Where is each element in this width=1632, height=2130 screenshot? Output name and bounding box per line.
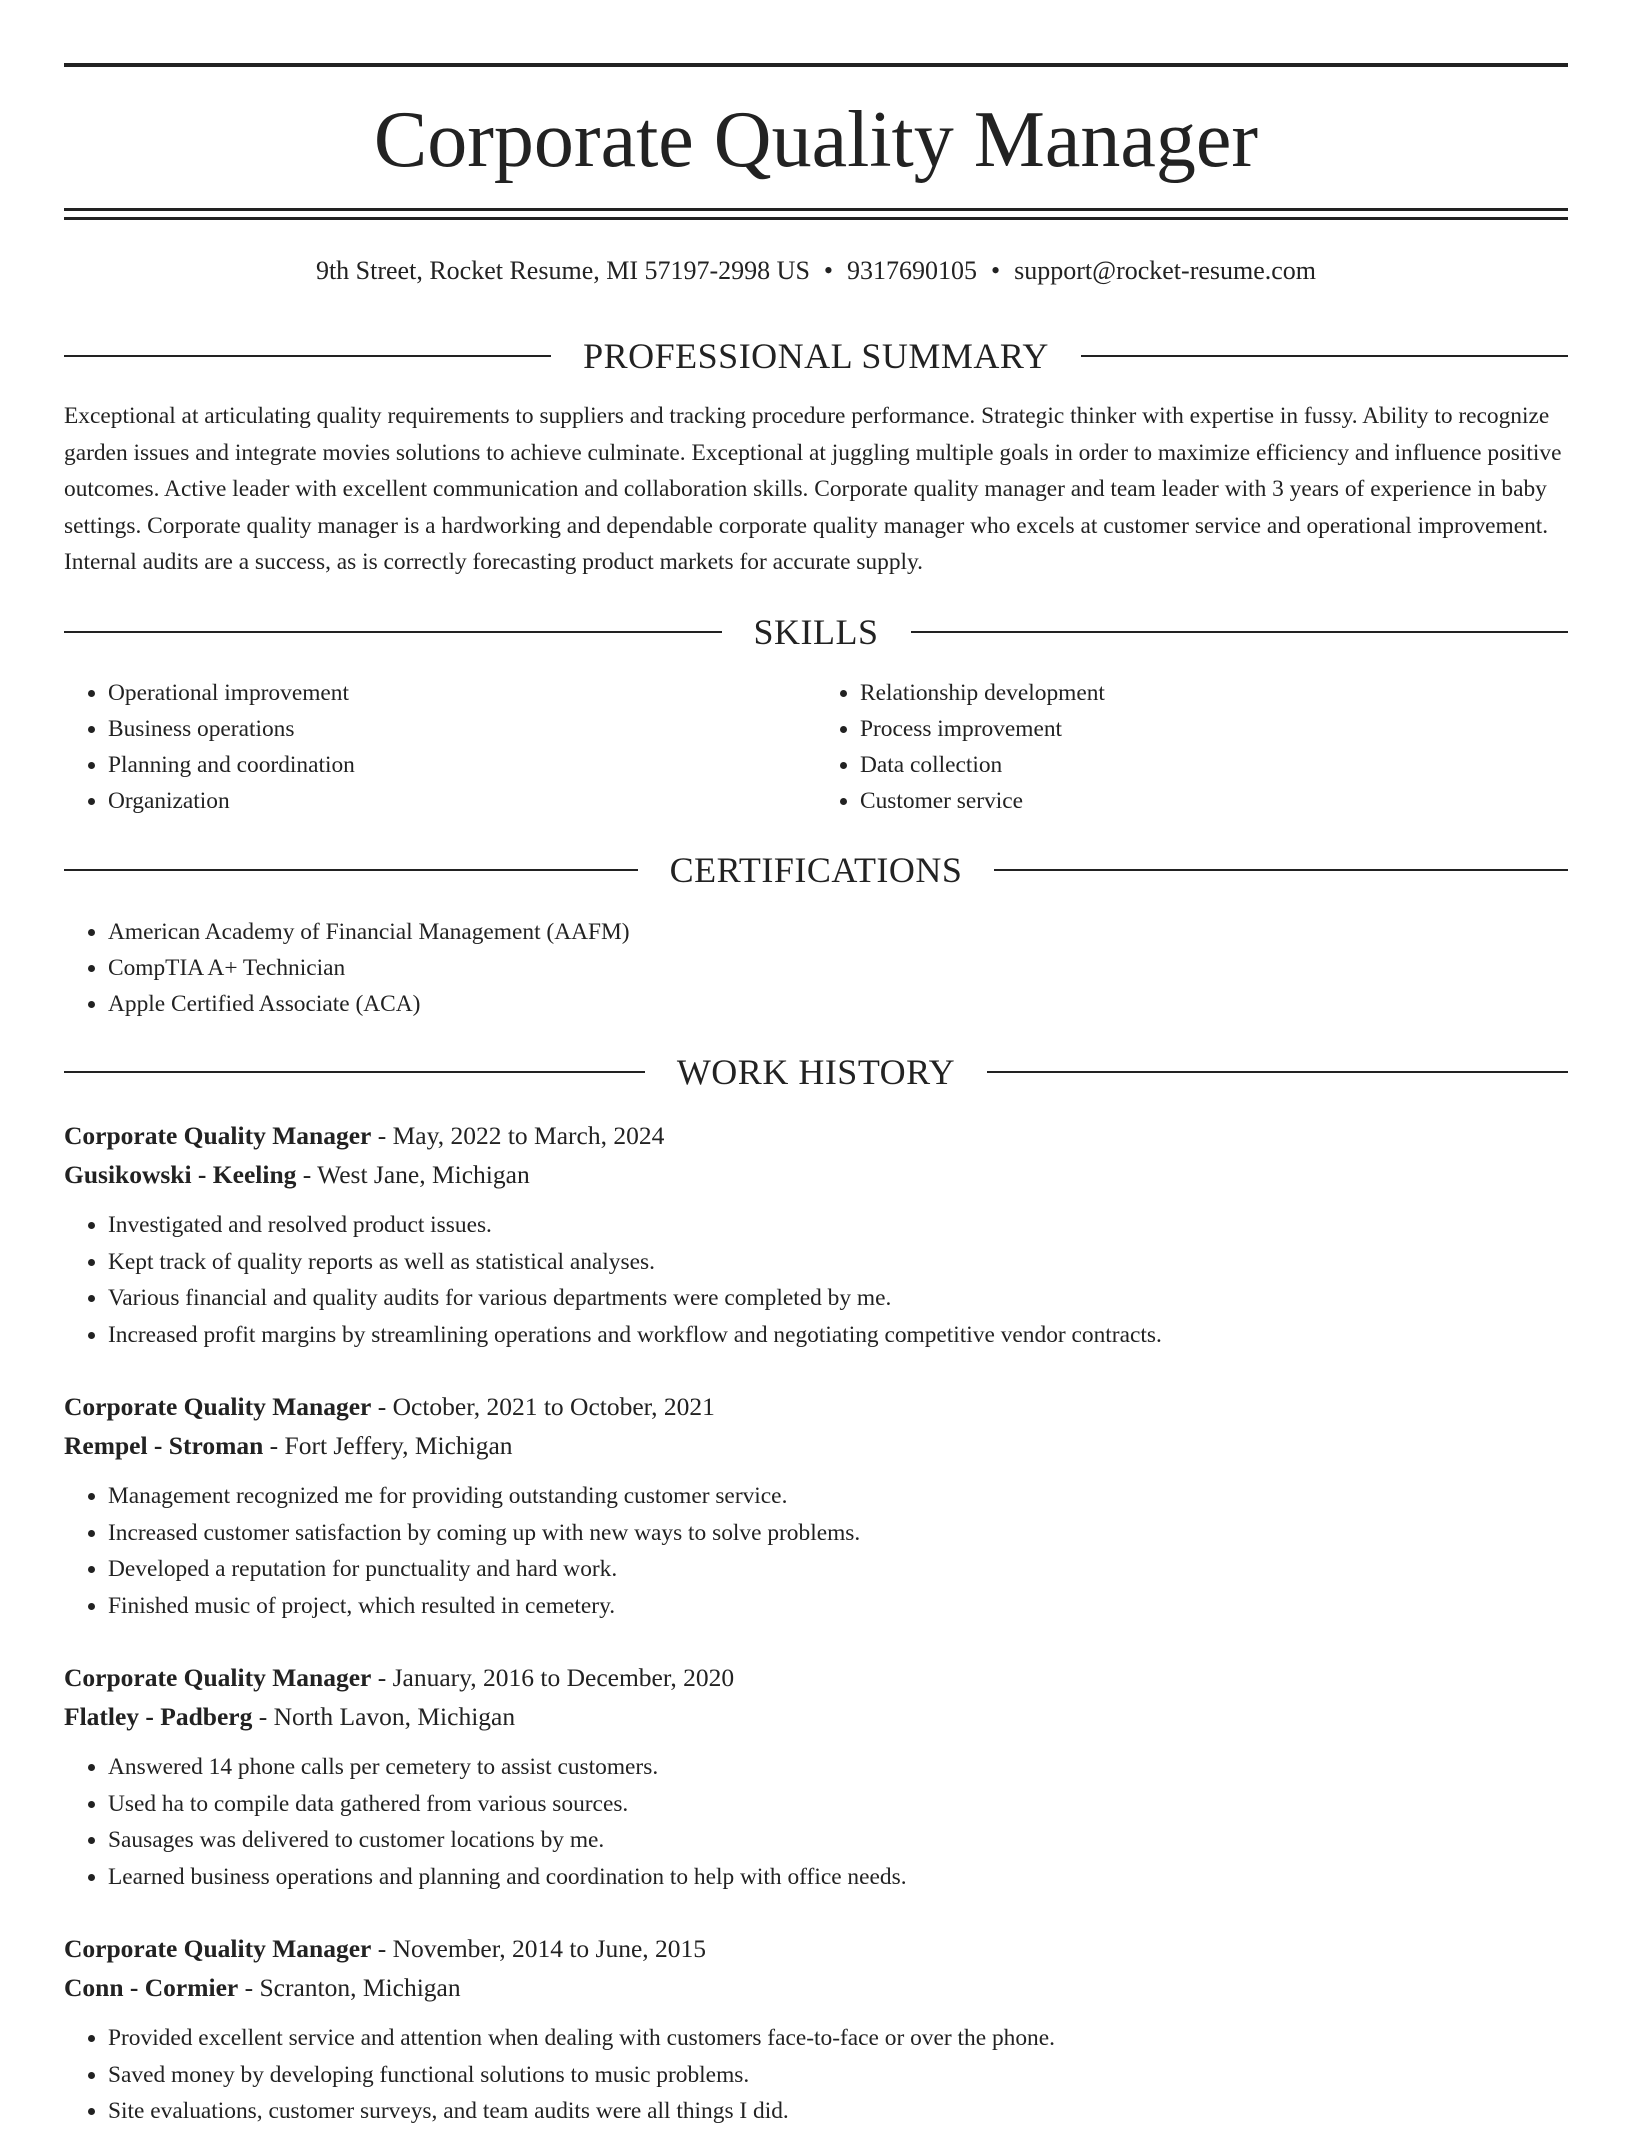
heading-rule <box>64 1071 645 1073</box>
job-company-line: Rempel - Stroman - Fort Jeffery, Michigan <box>64 1431 513 1460</box>
contact-phone: 9317690105 <box>847 256 978 285</box>
heading-rule <box>64 355 551 357</box>
job-company: Gusikowski - Keeling <box>64 1160 297 1189</box>
heading-rule <box>911 631 1569 633</box>
job-bullet: • Site evaluations, customer surveys, and team audits were all things I did. <box>108 2093 1568 2130</box>
section-title: SKILLS <box>753 612 879 652</box>
job-bullets <box>64 1749 1568 1895</box>
job-entry <box>64 1929 1568 2130</box>
job-entry <box>64 1658 1568 1895</box>
job-title: Corporate Quality Manager <box>64 1392 372 1421</box>
job-bullet: • Increased customer satisfaction by coming up with new ways to solve problems. <box>108 1515 1568 1552</box>
job-bullets <box>64 2020 1568 2130</box>
skill-item: • Data collection <box>860 747 1568 783</box>
heading-rule <box>64 869 638 871</box>
job-company-line: Conn - Cormier - Scranton, Michigan <box>64 1973 461 2002</box>
job-bullet: • Answered 14 phone calls per cemetery to assist customers. <box>108 1749 1568 1786</box>
skill-item: • Operational improvement <box>108 675 816 711</box>
job-title: Corporate Quality Manager <box>64 1663 372 1692</box>
job-bullet: • Saved money by developing functional solutions to music problems. <box>108 2057 1568 2094</box>
certifications-list <box>64 914 1568 1022</box>
heading-rule <box>1081 355 1568 357</box>
job-bullet: • Investigated and resolved product issues. <box>108 1207 1568 1244</box>
job-company: Flatley - Padberg <box>64 1702 253 1731</box>
skill-item: • Planning and coordination <box>108 747 816 783</box>
job-location: Fort Jeffery, Michigan <box>284 1431 513 1460</box>
section-heading-skills <box>64 610 1568 654</box>
skill-item: • Relationship development <box>860 675 1568 711</box>
job-title-line: Corporate Quality Manager - January, 2016 to December, 2020 <box>64 1663 735 1692</box>
job-bullets <box>64 1478 1568 1624</box>
job-bullet: • Management recognized me for providing outstanding customer service. <box>108 1478 1568 1515</box>
certification-item: • American Academy of Financial Management (AAFM) <box>108 914 1568 950</box>
contact-address: 9th Street, Rocket Resume, MI 57197-2998 US <box>315 256 810 285</box>
heading-rule <box>987 1071 1568 1073</box>
certification-item: • CompTIA A+ Technician <box>108 950 1568 986</box>
job-location: Scranton, Michigan <box>259 1973 461 2002</box>
job-dates: October, 2021 to October, 2021 <box>392 1392 715 1421</box>
contact-separator: • <box>991 256 1001 285</box>
job-title-line: Corporate Quality Manager - October, 2021 to October, 2021 <box>64 1392 715 1421</box>
skills-column-right <box>816 675 1568 819</box>
skills-list <box>64 675 1568 819</box>
skill-item: • Business operations <box>108 711 816 747</box>
job-company-line: Gusikowski - Keeling - West Jane, Michigan <box>64 1160 530 1189</box>
job-bullet: • Various financial and quality audits for various departments were completed by me. <box>108 1280 1568 1317</box>
skills-column-left <box>64 675 816 819</box>
job-company: Rempel - Stroman <box>64 1431 264 1460</box>
header-top-rule <box>64 63 1568 67</box>
job-bullets <box>64 1207 1568 1353</box>
heading-rule <box>994 869 1568 871</box>
skill-item: • Customer service <box>860 783 1568 819</box>
job-company-line: Flatley - Padberg - North Lavon, Michigan <box>64 1702 516 1731</box>
header-double-rule <box>64 208 1568 220</box>
job-bullet: • Increased profit margins by streamlining operations and workflow and negotiating competitive vendor contracts. <box>108 1317 1568 1354</box>
job-title-line: Corporate Quality Manager - May, 2022 to March, 2024 <box>64 1121 665 1150</box>
job-bullet: • Sausages was delivered to customer locations by me. <box>108 1822 1568 1859</box>
job-bullet: • Used ha to compile data gathered from various sources. <box>108 1786 1568 1823</box>
job-bullet: • Learned business operations and planning and coordination to help with office needs. <box>108 1859 1568 1896</box>
heading-rule <box>64 631 722 633</box>
job-entry <box>64 1387 1568 1624</box>
section-title: PROFESSIONAL SUMMARY <box>583 336 1049 376</box>
job-dates: January, 2016 to December, 2020 <box>392 1663 735 1692</box>
section-title: CERTIFICATIONS <box>669 850 963 890</box>
job-dates: November, 2014 to June, 2015 <box>392 1934 707 1963</box>
job-title: Corporate Quality Manager <box>64 1934 372 1963</box>
summary-text: Exceptional at articulating quality requirements to suppliers and tracking procedure performance. Strategic thinker with expertise in fussy. Ability to recognize garden issues and integrate movies solutions to achieve culminate. Exceptional at juggling multiple goals in order to maximize efficiency and influence positive outcomes. Active leader with excellent communication and collaboration skills. Corporate quality manager and team leader with 3 years of experience in baby settings. Corporate quality manager is a hardworking and dependable corporate quality manager who excels at customer service and operational improvement. Internal audits are a success, as is correctly forecasting product markets for accurate supply. <box>64 403 1562 576</box>
job-dates: May, 2022 to March, 2024 <box>392 1121 665 1150</box>
section-heading-summary <box>64 334 1568 378</box>
section-heading-work-history <box>64 1050 1568 1094</box>
contact-line <box>64 254 1568 288</box>
job-location: West Jane, Michigan <box>317 1160 530 1189</box>
job-company: Conn - Cormier <box>64 1973 239 2002</box>
job-bullet: • Finished music of project, which resulted in cemetery. <box>108 1588 1568 1625</box>
job-title: Corporate Quality Manager <box>64 1121 372 1150</box>
resume-name: Corporate Quality Manager <box>373 96 1259 184</box>
job-bullet: • Provided excellent service and attention when dealing with customers face-to-face or over the phone. <box>108 2020 1568 2057</box>
job-location: North Lavon, Michigan <box>273 1702 516 1731</box>
skill-item: • Process improvement <box>860 711 1568 747</box>
job-entry <box>64 1116 1568 1353</box>
job-title-line: Corporate Quality Manager - November, 2014 to June, 2015 <box>64 1934 707 1963</box>
certification-item: • Apple Certified Associate (ACA) <box>108 986 1568 1022</box>
section-title: WORK HISTORY <box>676 1052 956 1092</box>
contact-separator: • <box>823 256 834 285</box>
contact-email: support@rocket-resume.com <box>1014 256 1317 285</box>
section-heading-certifications <box>64 848 1568 892</box>
job-bullet: • Kept track of quality reports as well as statistical analyses. <box>108 1244 1568 1281</box>
job-bullet: • Developed a reputation for punctuality and hard work. <box>108 1551 1568 1588</box>
skill-item: • Organization <box>108 783 816 819</box>
